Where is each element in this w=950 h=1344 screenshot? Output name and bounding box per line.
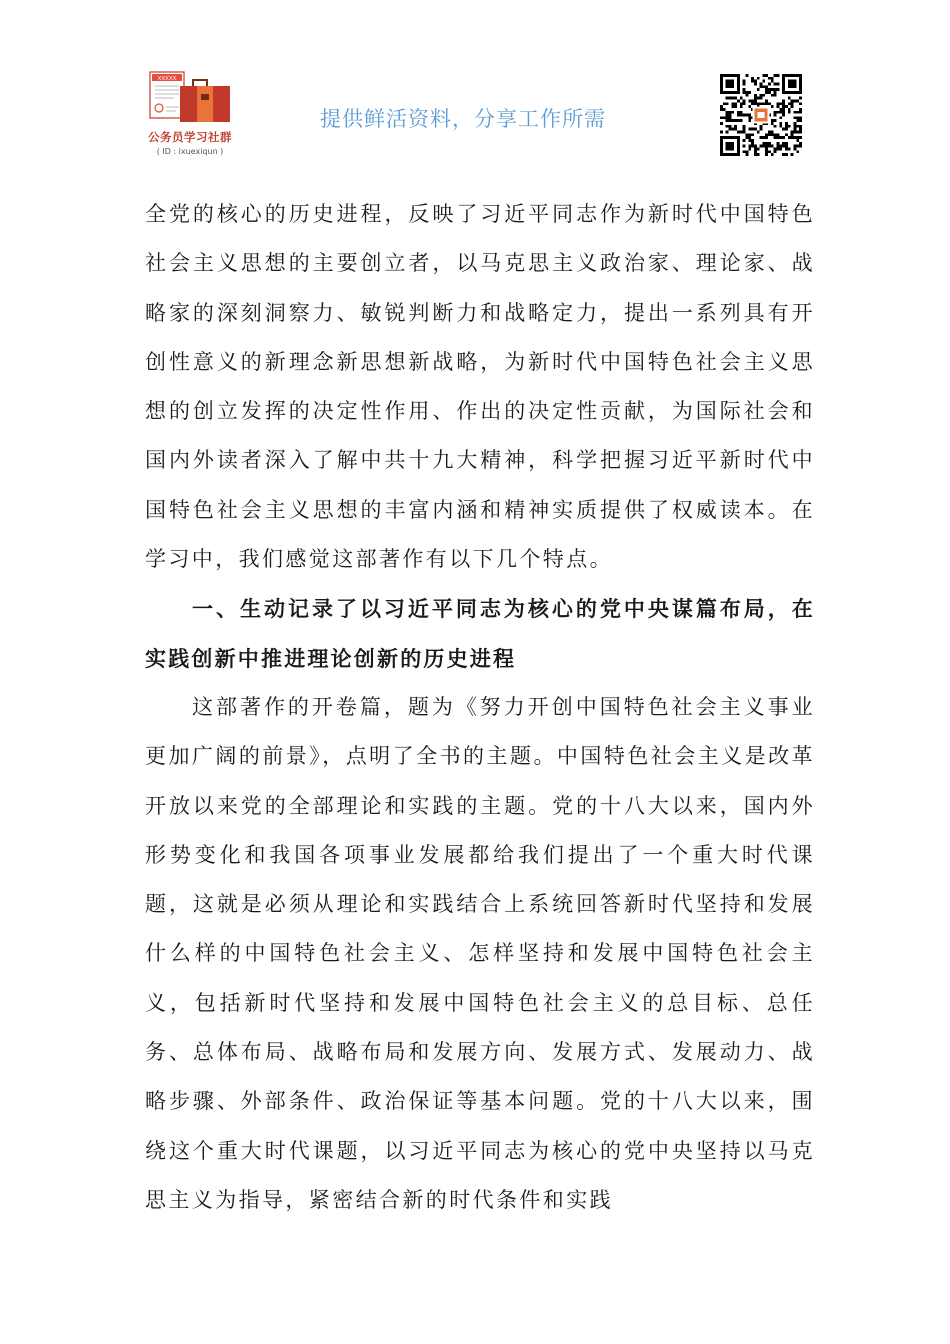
section-heading-1: 一、生动记录了以习近平同志为核心的党中央谋篇布局，在实践创新中推进理论创新的历史进程	[145, 596, 815, 671]
header-slogan: 提供鲜活资料，分享工作所需	[320, 107, 606, 131]
paragraph-1: 全党的核心的历史进程，反映了习近平同志作为新时代中国特色社会主义思想的主要创立者，以马克思主义政治家、理论家、战略家的深刻洞察力、敏锐判断力和战略定力，提出一系列具有开创性意义的新理念新思想新战略，为新时代中国特色社会主义思想的创立发挥的决定性作用、作出的决定性贡献，为国际社会和国内外读者深入了解中共十九大精神，科学把握习近平新时代中国特色社会主义思想的丰富内涵和精神实质提供了权威读本。在学习中，我们感觉这部著作有以下几个特点。	[145, 202, 815, 572]
briefcase-document-icon	[146, 70, 234, 126]
logo-badge-text: XXXXX	[157, 76, 177, 82]
logo-id: ( ID : ixuexiqun )	[156, 147, 224, 156]
community-logo	[140, 70, 240, 162]
qr-code-icon[interactable]	[720, 74, 802, 156]
page-header	[0, 0, 950, 170]
logo-name: 公务员学习社群	[148, 130, 232, 144]
paragraph-2: 这部著作的开卷篇，题为《努力开创中国特色社会主义事业更加广阔的前景》，点明了全书的主题。中国特色社会主义是改革开放以来党的全部理论和实践的主题。党的十八大以来，国内外形势变化和我国各项事业发展都给我们提出了一个重大时代课题，这就是必须从理论和实践结合上系统回答新时代坚持和发展什么样的中国特色社会主义、怎样坚持和发展中国特色社会主义，包括新时代坚持和发展中国特色社会主义的总目标、总任务、总体布局、战略布局和发展方向、发展方式、发展动力、战略步骤、外部条件、政治保证等基本问题。党的十八大以来，围绕这个重大时代课题，以习近平同志为核心的党中央坚持以马克思主义为指导，紧密结合新的时代条件和实践	[145, 694, 815, 1212]
document-body	[145, 190, 815, 1225]
